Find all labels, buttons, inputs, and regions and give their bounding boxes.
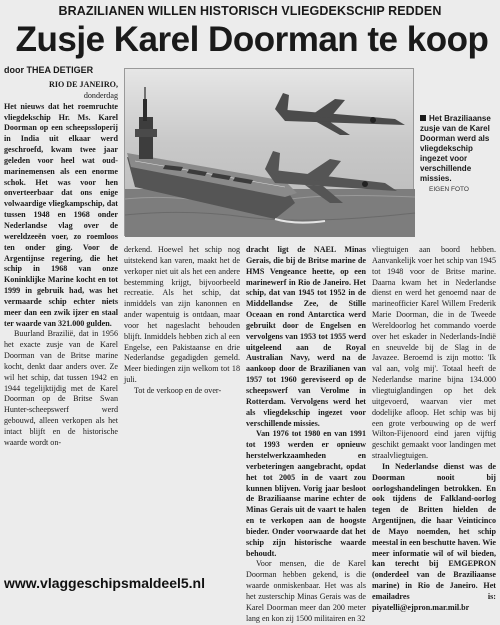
article-column-4: [372, 245, 496, 612]
article-byline: door THEA DETIGER: [4, 65, 94, 75]
jet-aircraft-1: [275, 93, 405, 135]
article-headline: Zusje Karel Doorman te koop: [15, 20, 489, 59]
photo-caption: [420, 114, 496, 184]
article-kicker: BRAZILIANEN WILLEN HISTORISCH VLIEGDEKSCHIP REDDEN: [58, 4, 442, 18]
column-2-paragraph-1: derkend. Hoewel het schip nog uitstekend kan varen, maakt het de verkoper niet uit als het een andere bestemming krijgt, bijvoorbeeld recreatie. Als het schip, dat inmiddels van zijn kanonnen en ander wapentuig is ontdaan, maar voor het nageslacht behouden blijft. Inmiddels hebben zich al een Engelse, een Pakistaanse en drie Nederlandse gegadigden gemeld. Meer biedingen zijn welkom tot 18 juli.: [124, 245, 240, 385]
dateline-city: RIO DE JANEIRO,: [48, 80, 118, 89]
column-1-paragraph-1: Het nieuws dat het roemruchte vliegdekschip Hr. Ms. Karel Doorman op een scheepssloperij in India uit elkaar werd geschroefd, kwam twee jaar geleden voor heel wat oud-marinemensen als een enorme schok. Het was voor hen onverteerbaar dat ons enige volwaardige vliegkampschip, dat tussen 1948 en 1968 onder Nederlandse vlag over de wereldzeeën voer, zo roemloos ten onder ging. Voor de Argentijnse regering, die het schip in 1968 van onze Koninklijke Marine kocht en tot 1999 in gebruik had, was het vermaarde schip echter niets meer dan een zwik ijzer en staal ter waarde van 321.000 gulden.: [4, 101, 118, 328]
column-4-paragraph-1: vliegtuigen aan boord hebben. Aanvankelijk voer het schip van 1945 tot 1948 voor de Britse marine. Daarna kwam het in Nederlandse dienst en werd het genoemd naar de marineofficier Karel Willem Frederik Marie Doorman, die in de Tweede Wereldoorlog het commando voerde over het eskader in Nederlands-Indië en sneuvelde bij de Slag in de Javazee. Beroemd is zijn motto: 'Ik val aan, volg mij'. Totaal heeft de Nederlandse marine bijna 134.000 vliegtuiglandingen op het dek uitgevoerd, waarvan vier met dodelijke afloop. Het schip was bij een grote verbouwing op de werf Wilton-Fijenoord eind jaren vijftig geschikt gemaakt voor landingen met straalvliegtuigen.: [372, 245, 496, 461]
carrier-island: [139, 117, 153, 159]
photo-credit: EIGEN FOTO: [429, 186, 469, 193]
column-3-paragraph-2: Van 1976 tot 1980 en van 1991 tot 1993 werden er opnieuw herstelwerkzaamheden en verbeteringen aangebracht, opdat het tot 2005 in de vaart zou kunnen blijven. Vorig jaar besloot de Braziliaanse marine echter de Minas Gerais uit de vaart te halen en te verkopen aan de hoogste bieder. Onder voorwaarde dat het schip zijn historische waarde behoudt.: [246, 429, 366, 558]
photo-caption-text: Het Braziliaanse zusje van de Karel Doorman werd als vliegdekschip ingezet voor verschillende missies.: [420, 114, 491, 183]
article-column-3: [246, 245, 366, 623]
column-3-paragraph-3: Voor mensen, die de Karel Doorman hebben gekend, is die waarde onmiskenbaar. Het was als het zusterschip Minas Gerais was de Karel Doorman meer dan 200 meter lang en kon zij 1500 militairen en 32: [246, 559, 366, 623]
dateline-day: donderdag: [83, 90, 118, 100]
column-2-paragraph-2: Tot de verkoop en de over-: [134, 385, 222, 395]
column-4-paragraph-2: In Nederlandse dienst was de Doorman nooit bij oorlogshandelingen betrokken. En ook tijdens de Falkland-oorlog tegen de Britten hielden de Argentijnen, die haar Veinticinco de Mayo noemden, het schip meestal in een beschutte haven. Wie meer informatie wil of wil bieden, kan terecht bij EMGEPRON (onderdeel van de Braziliaanse marine) in Rio de Janeiro. Het emailadres is: piyatelli@ejpron.mar.mil.br: [372, 461, 496, 612]
site-watermark: www.vlaggeschipsmaldeel5.nl: [4, 575, 205, 591]
carrier-and-jets-illustration: [125, 69, 415, 237]
article-column-2: [124, 245, 240, 395]
column-1-paragraph-2: Buurland Brazilië, dat in 1956 het exacte zusje van de Karel Doorman van de Britse marine kocht, denkt daar anders over. Ze wil het schip, dat tussen 1942 en 1944 tegelijktijdig met de Karel Doorman op de Britse Swan Hunter-scheepswerf werd gebouwd, alleen verkopen als het intact blijft en de historische waarde wordt on-: [4, 329, 118, 447]
article-column-1: [4, 80, 118, 558]
aircraft-carrier-photo: [124, 68, 414, 236]
caption-square-marker: [420, 115, 426, 121]
column-3-paragraph-1: dracht ligt de NAEL Minas Gerais, die bij de Britse marine de HMS Vengeance heette, op een marinewerf in Rio de Janeiro. Het schip, dat van 1945 tot 1952 in de Middellandse Zee, de Stille Oceaan en rond Antarctica werd gebruikt door de Engelsen en vervolgens van 1953 tot 1955 werd uitgeleend aan de Royal Australian Navy, werd na de aankoop door de Brazilianen van 1957 tot 1960 gereviseerd op de scheepswerf van Verolme in Rotterdam. Vervolgens werd het als vliegdekschip ingezet voor verschillende missies.: [246, 245, 366, 428]
